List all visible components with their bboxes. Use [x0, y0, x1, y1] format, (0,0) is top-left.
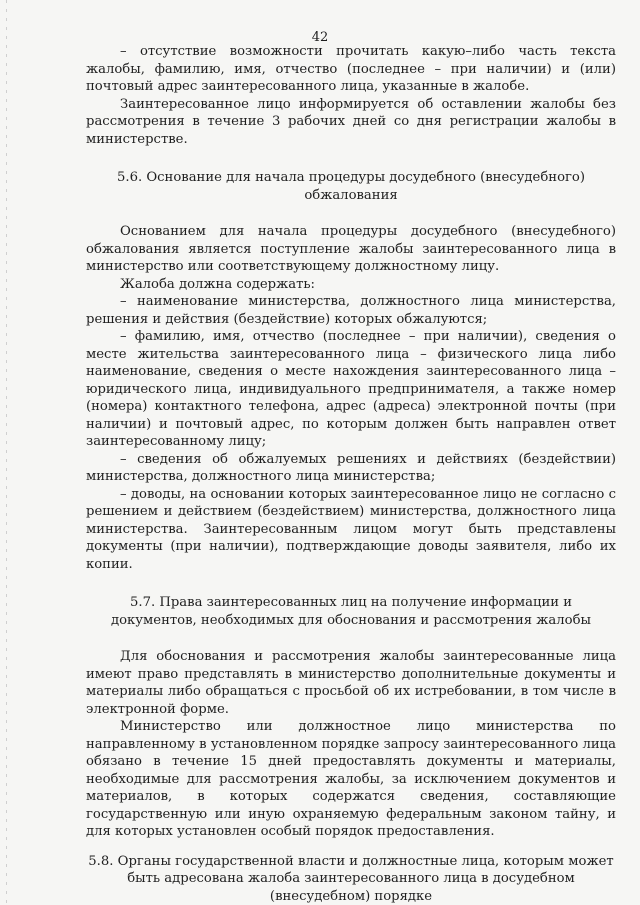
scan-margin-line [6, 0, 7, 905]
spacer [86, 629, 616, 648]
spacer [86, 841, 616, 853]
section-heading-5-7: 5.7. Права заинтересованных лиц на получение информации и документов, необходимых для обоснования и рассмотрения жалобы [110, 595, 592, 628]
paragraph: Министерство или должностное лицо министерства по направленному в установленном порядке запросу заинтересованного лица обязано в течение 15 дней предоставлять документы и материалы, необходимые для рассмотрения жалобы, за исключением документов и материалов, в которых содержатся сведения, составляющие государственную или иную охраняемую федеральным законом тайну, и для которых установлен особый порядок предоставления. [86, 719, 616, 839]
spacer [86, 204, 616, 223]
spacer [86, 148, 616, 169]
document-body [86, 43, 616, 905]
paragraph: Заинтересованное лицо информируется об оставлении жалобы без рассмотрения в течение 3 рабочих дней со дня регистрации жалобы в министерстве. [86, 96, 616, 147]
page-number: 42 [311, 30, 329, 45]
paragraph: – отсутствие возможности прочитать какую–либо часть текста жалобы, фамилию, имя, отчество (последнее – при наличии) и (или) почтовый адрес заинтересованного лица, указанные в жалобе. [86, 44, 616, 94]
list-item: – наименование министерства, должностного лица министерства, решения и действия (бездействие) которых обжалуются; [86, 294, 616, 327]
paragraph: Жалоба должна содержать: [120, 276, 316, 292]
list-item: – фамилию, имя, отчество (последнее – при наличии), сведения о месте жительства заинтересованного лица – физического лица либо наименование, сведения о месте нахождения заинтересованного лица – юридического лица, индивидуального предпринимателя, а также номер (номера) контактного телефона, адрес (адреса) электронной почты (при наличии) и почтовый адрес, по которым должен быть направлен ответ заинтересованному лицу; [86, 329, 616, 449]
paragraph: Основанием для начала процедуры досудебного (внесудебного) обжалования является поступление жалобы заинтересованного лица в министерство или соответствующему должностному лицу. [86, 224, 616, 274]
list-item: – доводы, на основании которых заинтересованное лицо не согласно с решением и действием (бездействием) министерства, должностного лица министерства. Заинтересованным лицом могут быть представлены документы (при наличии), подтверждающие доводы заявителя, либо их копии. [86, 486, 616, 572]
spacer [86, 573, 616, 594]
list-item: – сведения об обжалуемых решениях и действиях (бездействии) министерства, должностного лица министерства; [86, 451, 616, 484]
paragraph: Для обоснования и рассмотрения жалобы заинтересованные лица имеют право представлять в министерство дополнительные документы и материалы либо обращаться с просьбой об их истребовании, в том числе в электронной форме. [86, 649, 616, 717]
section-heading-5-8: 5.8. Органы государственной власти и должностные лица, которым может быть адресована жалоба заинтересованного лица в досудебном (внесудебном) порядке [88, 853, 614, 904]
section-heading-5-6: 5.6. Основание для начала процедуры досудебного (внесудебного) обжалования [116, 170, 585, 203]
